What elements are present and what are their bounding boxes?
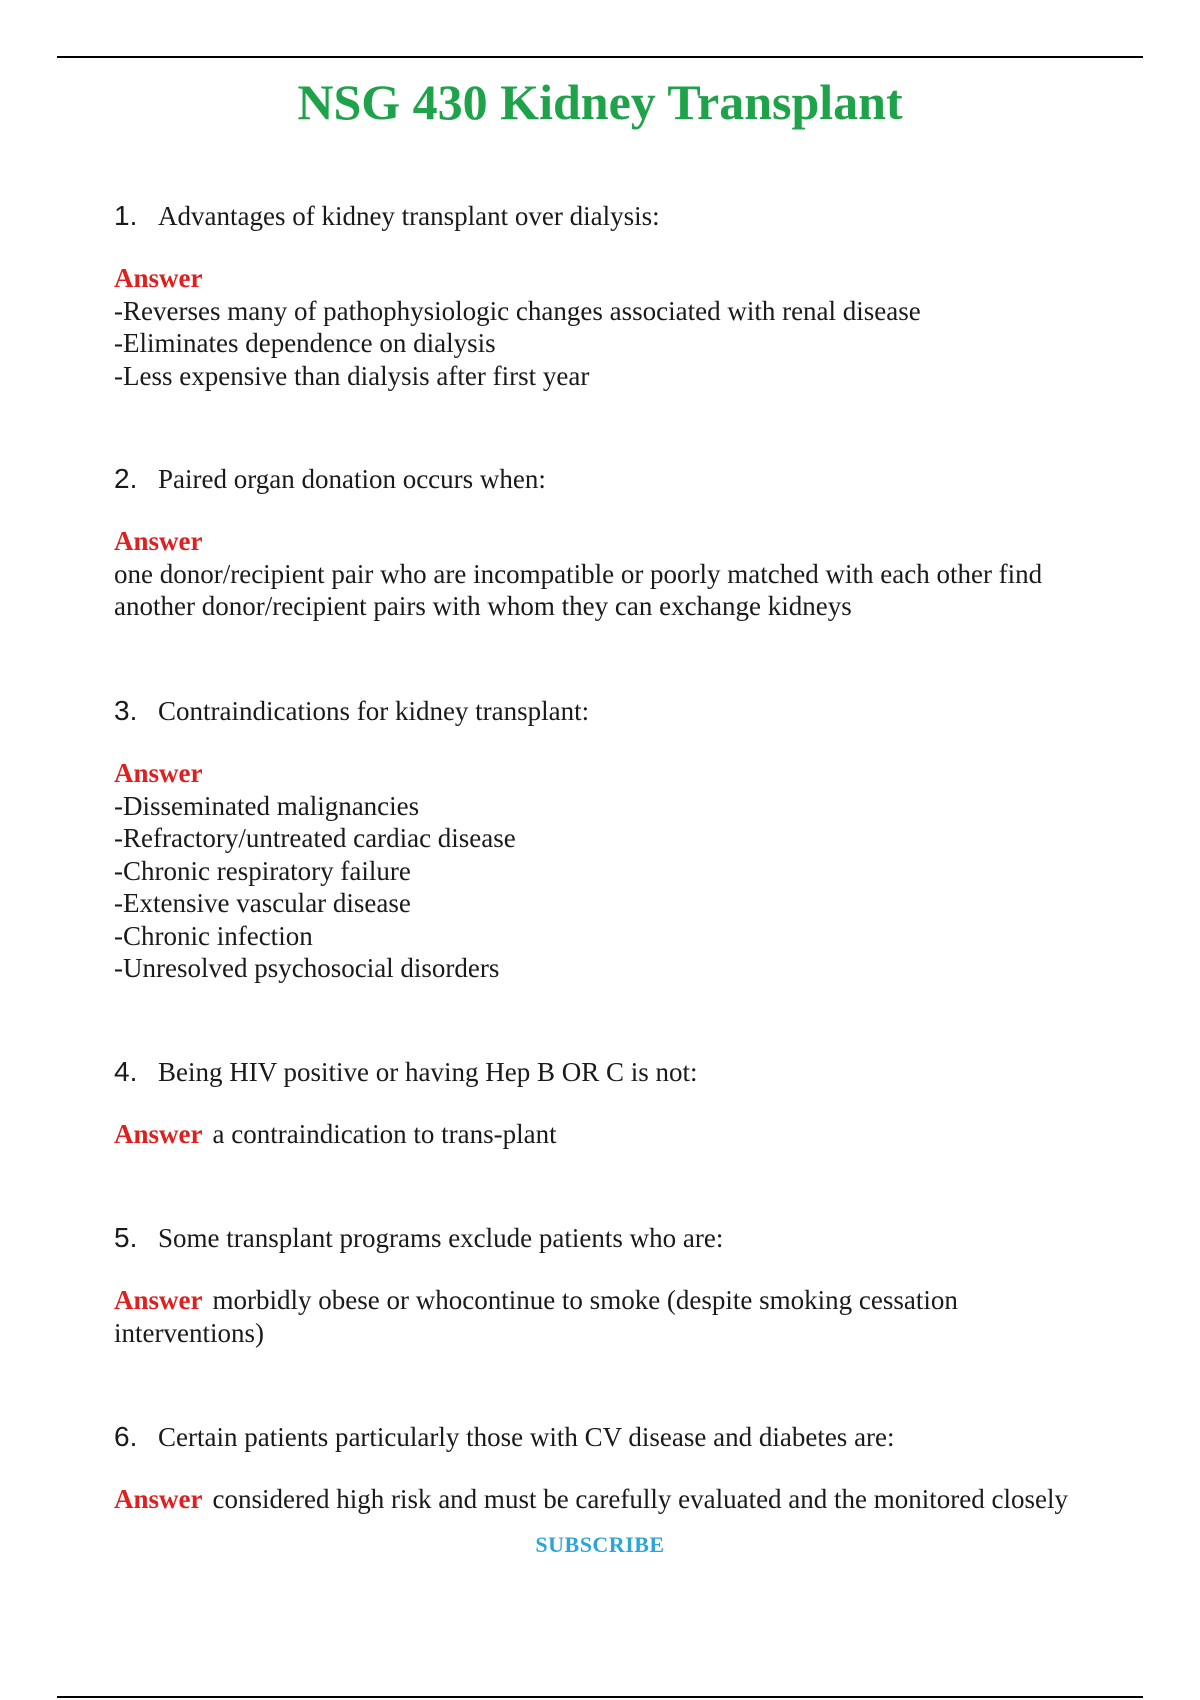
qa-item-6 (114, 1421, 1134, 1516)
question (114, 695, 1134, 727)
question-number: 1. (114, 200, 138, 231)
answer-line: -Unresolved psychosocial disorders (114, 953, 500, 983)
answer-line: -Chronic infection (114, 920, 313, 951)
qa-item-1 (114, 200, 1134, 392)
question-number: 4. (114, 1056, 138, 1087)
answer-line: one donor/recipient pair who are incompatible or poorly matched with each other find (114, 558, 1043, 589)
answer-line: -Less expensive than dialysis after first year (114, 360, 590, 391)
answer (114, 1284, 1134, 1349)
qa-item-4 (114, 1056, 1134, 1151)
answer-label: Answer (114, 1119, 203, 1149)
answer-line: -Eliminates dependence on dialysis (114, 328, 496, 358)
answer-line (114, 1483, 1134, 1516)
answer-line: -Chronic respiratory failure (114, 855, 411, 886)
answer-text: considered high risk and must be carefully evaluated and the monitored closely (212, 1484, 1068, 1514)
answer-label: Answer (114, 526, 203, 556)
answer-line: -Reverses many of pathophysiologic changes associated with renal disease (114, 295, 921, 326)
question-text: Certain patients particularly those with CV disease and diabetes are: (158, 1422, 895, 1452)
answer-label: Answer (114, 1484, 203, 1514)
answer-label: Answer (114, 263, 203, 293)
question-number: 2. (114, 463, 138, 494)
question (114, 463, 1134, 495)
answer-label: Answer (114, 758, 203, 788)
answer-line: -Disseminated malignancies (114, 790, 420, 821)
answer-line (114, 1118, 1134, 1151)
question-number: 6. (114, 1421, 138, 1452)
question (114, 1222, 1134, 1254)
question (114, 200, 1134, 232)
answer-line (114, 1284, 1134, 1317)
qa-item-3 (114, 695, 1134, 985)
answer (114, 525, 1134, 623)
answer (114, 1118, 1134, 1151)
question-number: 3. (114, 695, 138, 726)
answer-line: another donor/recipient pairs with whom they can exchange kidneys (114, 591, 852, 621)
answer-text: a contraindication to trans-plant (212, 1119, 557, 1149)
page-title: NSG 430 Kidney Transplant (297, 74, 903, 130)
bottom-rule (57, 1696, 1143, 1698)
answer (114, 757, 1134, 985)
answer-line: interventions) (114, 1317, 264, 1348)
question-number: 5. (114, 1222, 138, 1253)
qa-item-5 (114, 1222, 1134, 1349)
question-text: Being HIV positive or having Hep B OR C is not: (158, 1057, 698, 1087)
subscribe-link[interactable]: SUBSCRIBE (535, 1532, 665, 1557)
answer-label: Answer (114, 1285, 203, 1315)
answer-line: -Refractory/untreated cardiac disease (114, 823, 516, 853)
question-text: Some transplant programs exclude patients who are: (158, 1223, 724, 1253)
answer-text: morbidly obese or whocontinue to smoke (despite smoking cessation (212, 1285, 958, 1315)
question-text: Contraindications for kidney transplant: (158, 696, 590, 726)
top-rule (57, 56, 1143, 58)
question-text: Advantages of kidney transplant over dialysis: (158, 201, 660, 231)
question (114, 1421, 1134, 1453)
answer-line: -Extensive vascular disease (114, 888, 411, 918)
answer (114, 262, 1134, 392)
answer (114, 1483, 1134, 1516)
qa-item-2 (114, 463, 1134, 623)
question (114, 1056, 1134, 1088)
question-text: Paired organ donation occurs when: (158, 464, 546, 494)
